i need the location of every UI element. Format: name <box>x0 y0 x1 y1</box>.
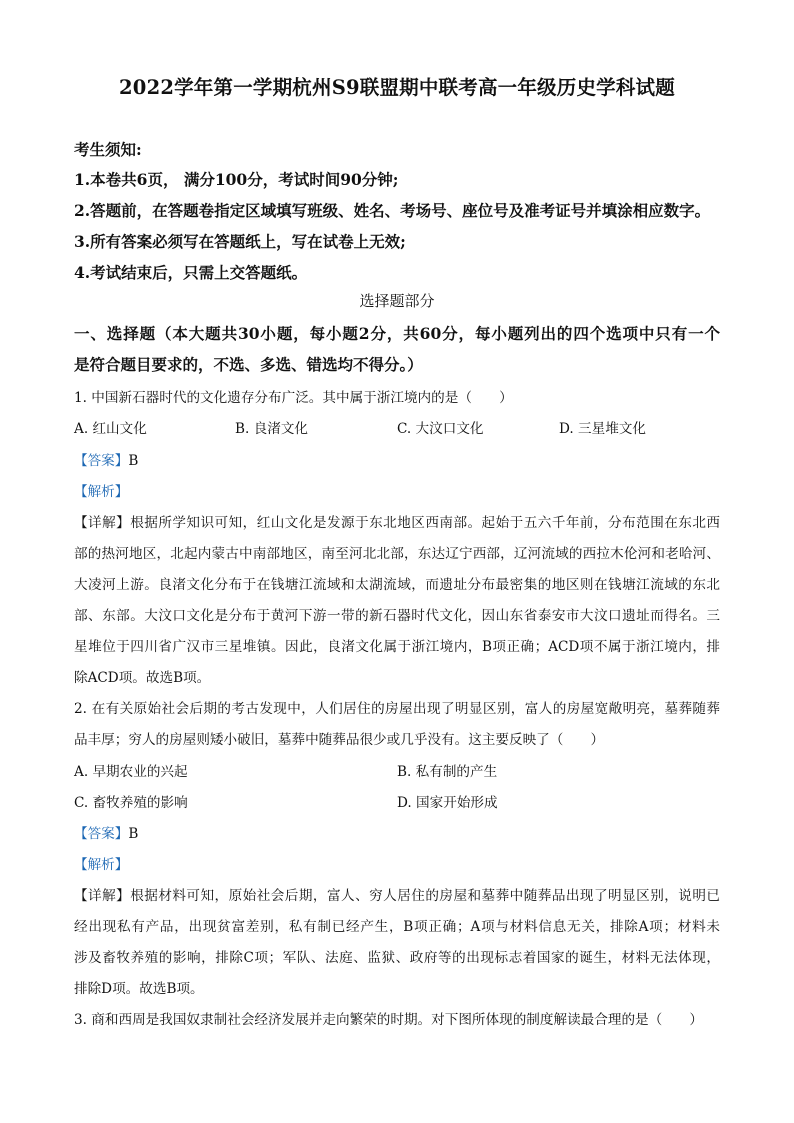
answer-tag: 【答案】 <box>74 453 129 469</box>
notice-item: 1.本卷共6页， 满分100分，考试时间90分钟; <box>74 170 399 189</box>
option-a: A. 早期农业的兴起 <box>74 764 188 780</box>
notice-item: 2.答题前，在答题卷指定区域填写班级、姓名、考场号、座位号及准考证号并填涂相应数字。 <box>74 201 711 220</box>
answer-line <box>74 449 138 469</box>
detail-tag: 【详解】 <box>74 888 131 904</box>
question-stem: 品丰厚；穷人的房屋则矮小破旧，墓葬中随葬品很少或几乎没有。这主要反映了（ ） <box>74 732 605 748</box>
option-c: C. 大汶口文化 <box>397 421 484 437</box>
answer-line <box>74 822 138 842</box>
detail-line <box>74 884 720 904</box>
analysis-tag: 【解析】 <box>74 857 129 873</box>
detail-line <box>74 511 720 531</box>
option-b: B. 私有制的产生 <box>397 764 498 780</box>
option-c: C. 畜牧养殖的影响 <box>74 795 188 811</box>
option-d: D. 国家开始形成 <box>397 795 498 811</box>
page-title: 2022学年第一学期杭州S9联盟期中联考高一年级历史学科试题 <box>119 76 675 99</box>
analysis-tag: 【解析】 <box>74 484 129 500</box>
part-heading-line: 是符合题目要求的，不选、多选、错选均不得分。） <box>74 355 423 374</box>
notice-heading: 考生须知: <box>74 140 142 159</box>
detail-line: 除ACD项。故选B项。 <box>74 670 211 686</box>
detail-line: 大凌河上游。良渚文化分布于在钱塘江流域和太湖流域，而遗址分布最密集的地区则在钱塘江流域的东北 <box>74 577 720 593</box>
answer-value: B <box>128 826 139 842</box>
detail-line: 星堆位于四川省广汉市三星堆镇。因此，良渚文化属于浙江境内，B项正确；ACD项不属于浙江境内，排 <box>74 639 720 655</box>
detail-line: 经出现私有产品，出现贫富差别，私有制已经产生，B项正确；A项与材料信息无关，排除A项；材料未 <box>74 919 720 935</box>
analysis-line <box>74 480 128 500</box>
answer-tag: 【答案】 <box>74 826 129 842</box>
part-heading-line: 一、选择题（本大题共30小题，每小题2分，共60分，每小题列出的四个选项中只有一个 <box>74 324 720 343</box>
question-stem: 1. 中国新石器时代的文化遗存分布广泛。其中属于浙江境内的是（ ） <box>74 390 513 406</box>
option-a: A. 红山文化 <box>74 421 147 437</box>
question-stem: 3. 商和西周是我国奴隶制社会经济发展并走向繁荣的时期。对下图所体现的制度解读最合理的是（ ） <box>74 1012 704 1028</box>
option-d: D. 三星堆文化 <box>559 421 647 437</box>
notice-item: 4.考试结束后，只需上交答题纸。 <box>74 263 308 282</box>
detail-tag: 【详解】 <box>74 515 131 531</box>
option-b: B. 良渚文化 <box>235 421 309 437</box>
answer-value: B <box>128 453 139 469</box>
detail-line: 部的热河地区，北起内蒙古中南部地区，南至河北北部，东达辽宁西部，辽河流域的西拉木伦河和老哈河、 <box>74 546 720 562</box>
detail-line: 涉及畜牧养殖的影响，排除C项；军队、法庭、监狱、政府等的出现标志着国家的诞生，材料无法体现， <box>74 950 720 966</box>
detail-text: 根据材料可知，原始社会后期，富人、穷人居住的房屋和墓葬中随葬品出现了明显区别，说明已 <box>130 888 721 904</box>
detail-line: 部、东部。大汶口文化是分布于黄河下游一带的新石器时代文化，因山东省泰安市大汶口遗址而得名。三 <box>74 608 720 624</box>
analysis-line <box>74 853 128 873</box>
detail-text: 根据所学知识可知，红山文化是发源于东北地区西南部。起始于五六千年前，分布范围在东北西 <box>130 515 721 531</box>
question-stem: 2. 在有关原始社会后期的考古发现中，人们居住的房屋出现了明显区别，富人的房屋宽敞明亮，墓葬随葬 <box>74 701 720 717</box>
notice-item: 3.所有答案必须写在答题纸上，写在试卷上无效; <box>74 232 406 251</box>
section-title: 选择题部分 <box>359 292 435 310</box>
detail-line: 排除D项。故选B项。 <box>74 981 204 997</box>
